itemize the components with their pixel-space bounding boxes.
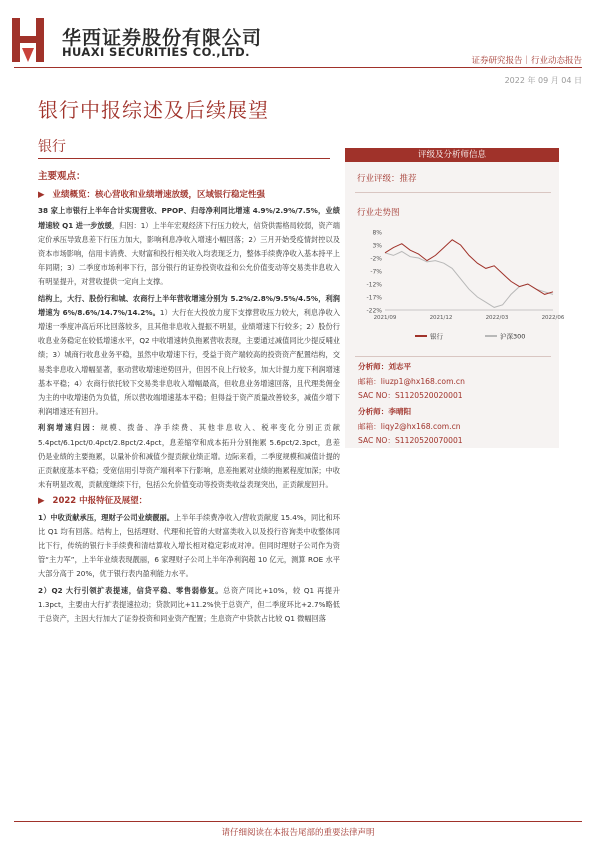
analyst-1-name: 分析师：刘志平 [358,362,412,371]
bullet-heading-2 [38,494,340,508]
footer-divider [14,821,582,822]
analyst-block-2 [358,405,463,449]
header-divider [14,67,582,68]
sector-divider [38,158,330,159]
paragraph-2-text: 1）大行在大投放力度下支撑营收压力较大，利息净收入增速一季度冲高后环比回落较多，且其他非息收入提振不明显，业绩增速下行较多；2）股份行收息业务稳定在较低增速水平，Q2 中收增速转负拖累营收表现，主要通过减值同比少提反哺业绩；3）城商行收息业务平稳，虽然中收增速下行，受益于资产端较高的投资资产配置结构，交易类非息收入增幅显著，驱动营收增速逆势回升，但因不良上行较多，加大计提力度下利润增速基本平稳；4）农商行依托较下交易类非息收入增幅最高，但收息业务增速回落，且代理类佣金为主的中收增速仍为负值，所以营收端增速基本平稳；但得益于资产质量改善较多，减值少增下利润增速还有回升。 [38,307,341,417]
paragraph-3-bold: 利润增速归因： [38,423,101,433]
report-date: 2022 年 09 月 04 日 [504,76,582,85]
main-content [38,170,340,628]
y-tick-label: -12% [366,281,382,289]
analyst-2-email[interactable]: 邮箱：liqy2@hx168.com.cn [358,421,461,431]
paragraph-1-bold: 38 家上市银行上半年合计实现营收、PPOP、归母净利同比增速 4.9%/2.9%/7.5%，业绩增速较 Q1 进一步放缓 [38,206,340,230]
paragraph-4-bold: 1）中收贡献承压，理财子公司业绩靓丽。 [38,512,175,522]
y-tick-label: -22% [366,307,382,315]
rating-divider [355,192,551,193]
arrow-icon: ▶ [38,496,45,507]
paragraph-1 [38,204,340,289]
x-tick-label: 2022/03 [485,315,509,321]
paragraph-4-text: 上半年手续费净收入/营收贡献度 15.4%，同比和环比 Q1 均有回落。结构上，包括理财、代理和托管的大财富类收入以及投行咨询类中收整体同比下行，传统的银行卡手续费和清结算收入增长相对稳定彩成对冲。但同时理财子公司作为资管“主力军”，上半年业绩表现靓丽，6 家理财子公司上半年净利润超 10 亿元，测算 ROE 水平大部分高于 20%，优于银行表内盈利能力水平。 [38,512,340,579]
analyst-1-sac: SAC NO：S1120520020001 [358,391,463,400]
report-type: 证券研究报告｜行业动态报告 [471,56,582,66]
bullet-2-text: 2022 中报特征及展望： [52,496,148,507]
paragraph-1-text: ，归因：1）上半年宏观经济下行压力较大，信贷供需格局较弱，资产端定价承压导致息差下行压力加大，影响利息净收入增速小幅回落；2）三月开始受疫情封控以及资本市场影响，信用卡消费、大财富和投行相关收入均表现乏力，整体手续费净收入基本持平上年同期；3）二季度市场利率下行，部分银行的证券投资收益和公允价值变动等交易类非息收入有明显提升，对营收提供一定向上支撑。 [38,220,340,287]
footer-disclaimer: 请仔细阅读在本报告尾部的重要法律声明 [221,828,375,838]
paragraph-3 [38,421,340,492]
x-tick-label: 2021/12 [429,315,453,321]
section-heading: 主要观点： [38,171,86,182]
x-tick-label: 2022/06 [541,315,565,321]
series-line [385,252,553,308]
y-tick-label: 8% [372,229,382,237]
trend-chart [355,224,565,354]
report-title: 银行中报综述及后续展望 [38,98,269,122]
y-tick-label: -2% [370,255,382,263]
legend-label: 银行 [430,332,443,341]
paragraph-2-bold: 结构上，大行、股份行和城、农商行上半年营收增速分别为 5.2%/2.8%/9.5%/4.5%，利润增速为 6%/8.6%/14.7%/14.2%。 [38,293,340,317]
analyst-1-email[interactable]: 邮箱：liuzp1@hx168.com.cn [358,376,465,386]
y-tick-label: 3% [372,242,382,250]
analyst-2-name: 分析师：李晴阳 [358,407,412,416]
sidebar-title: 评级及分析师信息 [345,148,559,162]
sector-label: 银行 [38,139,66,155]
paragraph-4 [38,511,340,582]
bullet-1-text: 业绩概览：核心营收和业绩增速放缓，区域银行稳定性强 [52,190,266,201]
series-line [385,240,553,295]
huaxi-logo-icon [12,18,44,62]
analyst-2-sac: SAC NO：S1120520070001 [358,436,463,445]
paragraph-5 [38,584,340,627]
y-tick-label: -7% [370,268,382,276]
analyst-divider [355,356,551,357]
industry-rating: 行业评级：推荐 [357,174,417,184]
trend-chart-title: 行业走势图 [357,208,400,218]
paragraph-2 [38,292,340,420]
company-name-cn: 华西证券股份有限公司 [62,27,263,49]
paragraph-5-text: 总资产同比+10%，较 Q1 再提升 1.3pct，主要由大行扩表提速拉动；贷款同比+11.2%快于总资产，但二季度环比+2.7%略低于总资产，主因大行加大了证券投资和同业资产配置；生息资产中贷款占比较 Q1 微幅回落 [38,585,340,624]
paragraph-5-bold: 2）Q2 大行引领扩表提速，信贷平稳、零售弱修复。 [38,585,224,595]
legend-label: 沪深300 [500,332,526,341]
y-tick-label: -17% [366,294,382,302]
analyst-block-1 [358,360,465,404]
company-name-en: HUAXI SECURITIES CO.,LTD. [62,45,250,59]
bullet-heading-1 [38,188,340,202]
paragraph-3-text: 规模、拨备、净手续费、其他非息收入、税率变化分别正贡献 5.4pct/6.1pct/0.4pct/2.8pct/2.4pct，息差缩窄和成本拓升分别拖累 5.6pct/2.3pct，息差仍是业绩的主要拖累，以量补价和减值少提贡献业绩正增。边际来看，二季度规模和减值计提的正贡献度基本平稳；受宽信用引导资产端利率下行影响，息差拖累对业绩的拖累程度加深；中收未有明显改观，贡献度继续下行，包括公允价值变动等投资类收益表现突出，正贡献度回升。 [38,423,340,490]
x-tick-label: 2021/09 [373,315,397,321]
arrow-icon: ▶ [38,190,45,201]
